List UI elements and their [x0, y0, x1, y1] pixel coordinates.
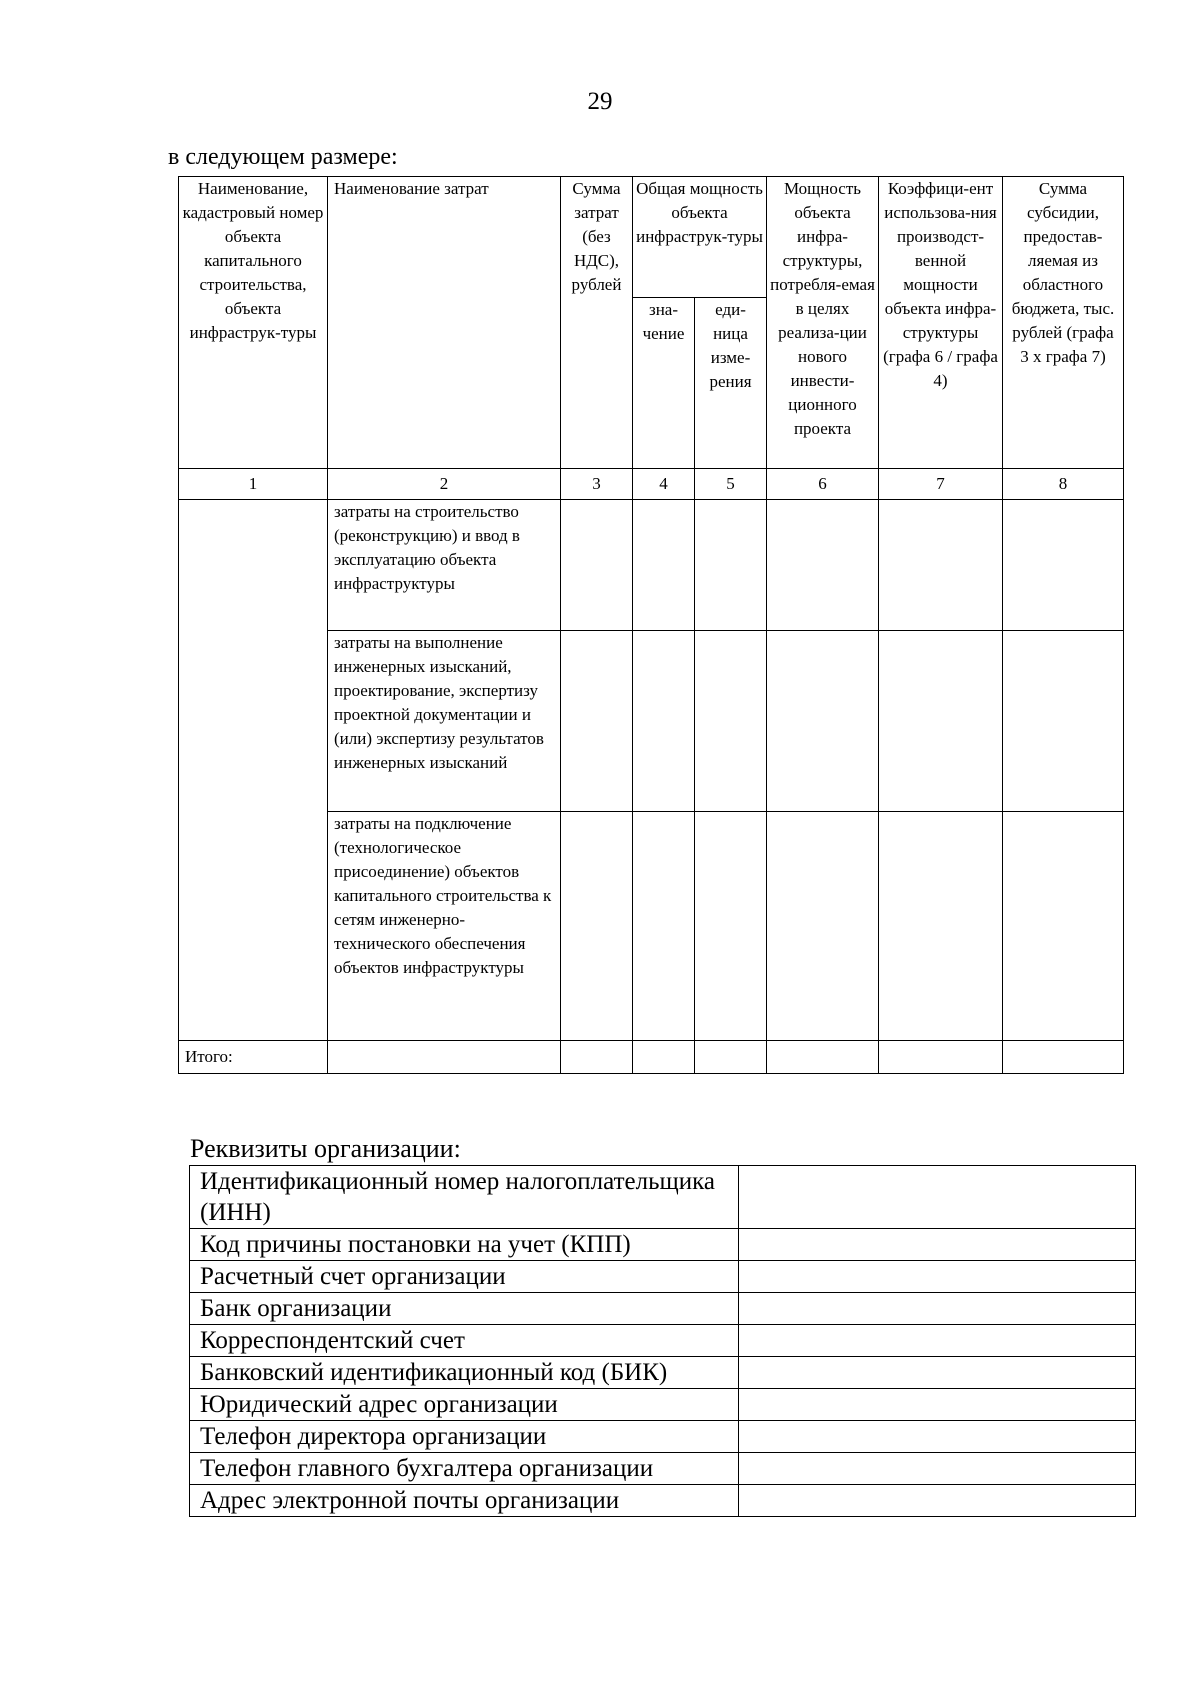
cost-sum-cell[interactable] [561, 631, 633, 812]
consumed-capacity-cell[interactable] [767, 631, 879, 812]
requisite-label: Телефон директора организации [190, 1421, 739, 1453]
consumed-capacity-cell[interactable] [767, 500, 879, 631]
header-subsidy-sum: Сумма субсидии, предостав-ляемая из областного бюджета, тыс. рублей (графа 3 х графа 7) [1003, 177, 1124, 469]
capacity-value-cell[interactable] [633, 812, 695, 1041]
total-subsidy-sum-cell[interactable] [1003, 1041, 1124, 1074]
subsidy-sum-cell[interactable] [1003, 631, 1124, 812]
header-cost-name: Наименование затрат [328, 177, 561, 469]
total-row [179, 1041, 1124, 1074]
requisite-label: Телефон главного бухгалтера организации [190, 1453, 739, 1485]
requisite-row [190, 1293, 1136, 1325]
total-label: Итого: [179, 1041, 328, 1074]
capacity-value-cell[interactable] [633, 500, 695, 631]
capacity-unit-cell[interactable] [695, 631, 767, 812]
header-cost-sum: Сумма затрат (без НДС), рублей [561, 177, 633, 469]
table-row [179, 500, 1124, 631]
total-cost-name-cell[interactable] [328, 1041, 561, 1074]
requisite-value[interactable] [739, 1261, 1136, 1293]
requisite-label: Расчетный счет организации [190, 1261, 739, 1293]
capacity-value-cell[interactable] [633, 631, 695, 812]
header-total-capacity: Общая мощность объекта инфраструк-туры [633, 177, 767, 298]
total-coefficient-cell[interactable] [879, 1041, 1003, 1074]
requisite-row [190, 1485, 1136, 1517]
requisite-row [190, 1325, 1136, 1357]
column-number: 6 [767, 469, 879, 500]
cost-name-cell: затраты на выполнение инженерных изысканий, проектирование, экспертизу проектной документации и (или) экспертизу результатов инженерных изысканий [328, 631, 561, 812]
requisite-row [190, 1453, 1136, 1485]
requisite-row [190, 1166, 1136, 1229]
requisite-value[interactable] [739, 1453, 1136, 1485]
requisite-value[interactable] [739, 1485, 1136, 1517]
subsidy-sum-cell[interactable] [1003, 812, 1124, 1041]
column-number: 8 [1003, 469, 1124, 500]
requisite-value[interactable] [739, 1293, 1136, 1325]
column-number: 5 [695, 469, 767, 500]
requisite-value[interactable] [739, 1325, 1136, 1357]
requisite-label: Банковский идентификационный код (БИК) [190, 1357, 739, 1389]
column-number: 7 [879, 469, 1003, 500]
total-capacity-unit-cell[interactable] [695, 1041, 767, 1074]
column-number: 2 [328, 469, 561, 500]
requisite-row [190, 1357, 1136, 1389]
requisite-label: Идентификационный номер налогоплательщика (ИНН) [190, 1166, 739, 1229]
capacity-unit-cell[interactable] [695, 500, 767, 631]
total-cost-sum-cell[interactable] [561, 1041, 633, 1074]
requisite-label: Корреспондентский счет [190, 1325, 739, 1357]
coefficient-cell[interactable] [879, 631, 1003, 812]
requisite-value[interactable] [739, 1229, 1136, 1261]
subsidy-sum-cell[interactable] [1003, 500, 1124, 631]
header-consumed-capacity: Мощность объекта инфра-структуры, потребля-емая в целях реализа-ции нового инвести-ционного проекта [767, 177, 879, 469]
requisite-label: Банк организации [190, 1293, 739, 1325]
requisite-row [190, 1229, 1136, 1261]
cost-sum-cell[interactable] [561, 812, 633, 1041]
requisite-label: Адрес электронной почты организации [190, 1485, 739, 1517]
requisites-title: Реквизиты организации: [190, 1134, 461, 1163]
cost-sum-cell[interactable] [561, 500, 633, 631]
cost-table [178, 176, 1124, 1074]
intro-text: в следующем размере: [168, 144, 398, 170]
consumed-capacity-cell[interactable] [767, 812, 879, 1041]
cost-name-cell: затраты на подключение (технологическое присоединение) объектов капитального строительства к сетям инженерно-технического обеспечения объектов инфраструктуры [328, 812, 561, 1041]
column-number-row [179, 469, 1124, 500]
requisite-row [190, 1389, 1136, 1421]
total-capacity-value-cell[interactable] [633, 1041, 695, 1074]
requisite-row [190, 1421, 1136, 1453]
requisite-value[interactable] [739, 1166, 1136, 1229]
header-utilization-coefficient: Коэффици-ент использова-ния производст-венной мощности объекта инфра-структуры (графа 6 / графа 4) [879, 177, 1003, 469]
requisites-table [189, 1165, 1136, 1517]
total-consumed-capacity-cell[interactable] [767, 1041, 879, 1074]
requisite-value[interactable] [739, 1389, 1136, 1421]
header-unit: еди-ница изме-рения [695, 298, 767, 469]
requisite-label: Юридический адрес организации [190, 1389, 739, 1421]
requisite-value[interactable] [739, 1421, 1136, 1453]
header-value: зна-чение [633, 298, 695, 469]
cost-name-cell: затраты на строительство (реконструкцию) и ввод в эксплуатацию объекта инфраструктуры [328, 500, 561, 631]
header-row [179, 177, 1124, 298]
object-name-cell[interactable] [179, 500, 328, 1041]
capacity-unit-cell[interactable] [695, 812, 767, 1041]
column-number: 3 [561, 469, 633, 500]
column-number: 4 [633, 469, 695, 500]
requisite-label: Код причины постановки на учет (КПП) [190, 1229, 739, 1261]
column-number: 1 [179, 469, 328, 500]
coefficient-cell[interactable] [879, 812, 1003, 1041]
coefficient-cell[interactable] [879, 500, 1003, 631]
requisite-row [190, 1261, 1136, 1293]
page-number: 29 [587, 88, 613, 115]
requisite-value[interactable] [739, 1357, 1136, 1389]
header-object-name: Наименование, кадастровый номер объекта капитального строительства, объекта инфраструк-туры [179, 177, 328, 469]
